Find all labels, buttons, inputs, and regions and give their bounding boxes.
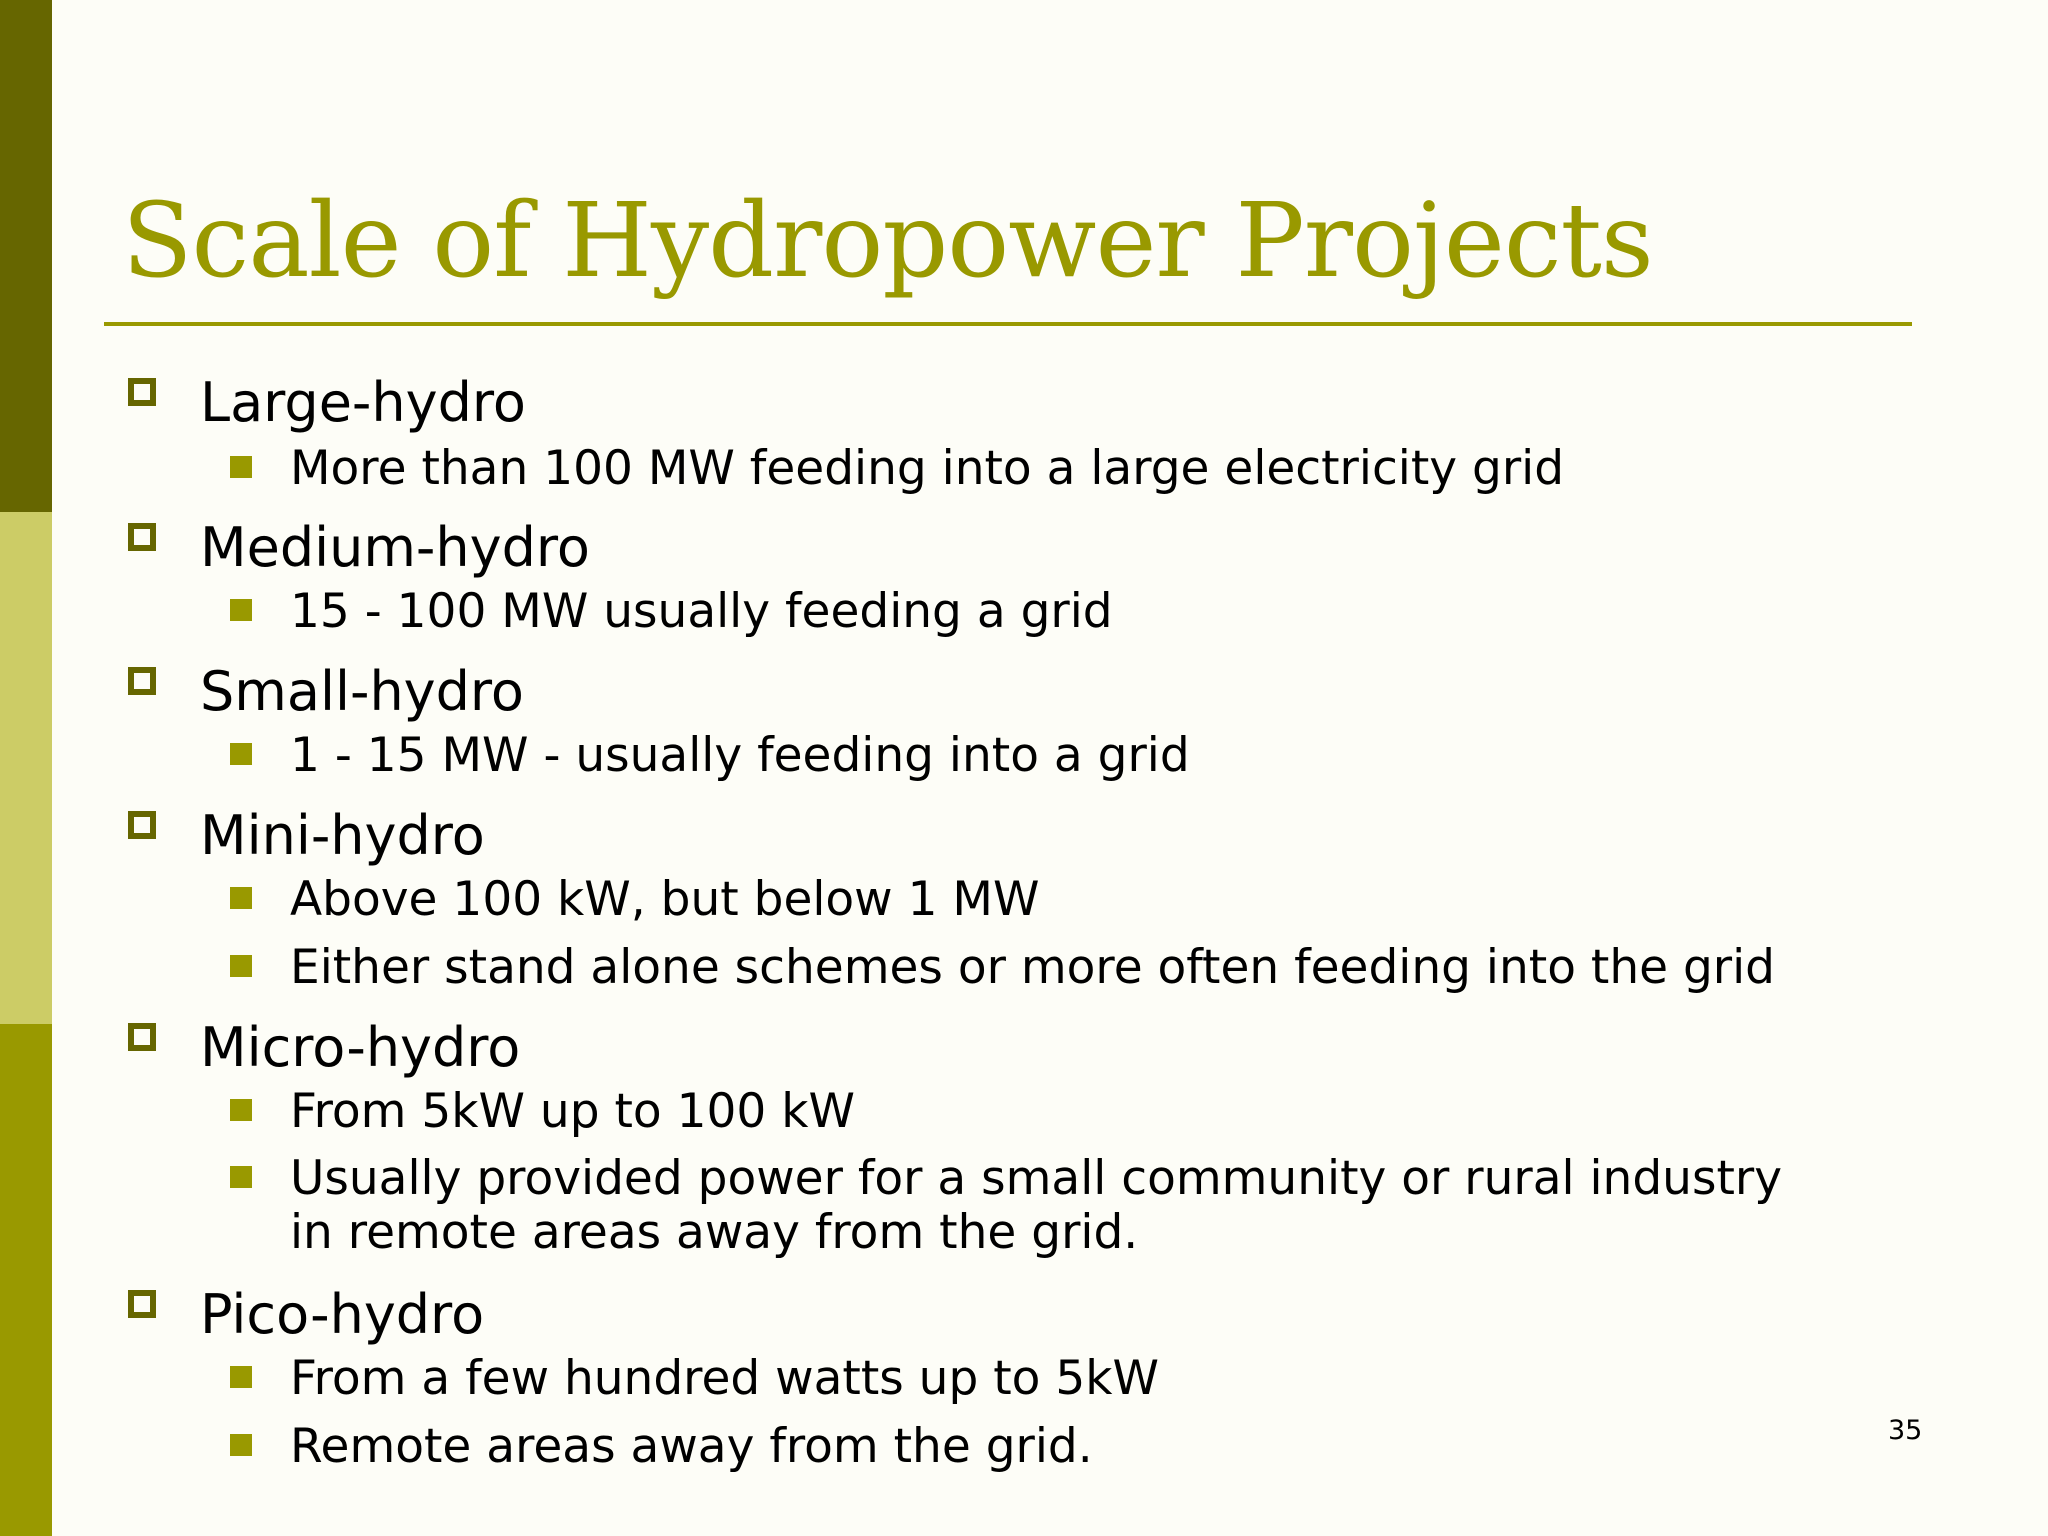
section-item: 1 - 15 MW - usually feeding into a grid — [290, 728, 1190, 783]
hollow-square-bullet-icon — [128, 523, 156, 551]
section-item: From a few hundred watts up to 5kW — [290, 1351, 1159, 1406]
section-item: Either stand alone schemes or more often feeding into the grid — [290, 940, 1776, 995]
square-bullet-icon — [230, 1434, 252, 1456]
square-bullet-icon — [230, 1099, 252, 1121]
section-heading-large-hydro: Large-hydro — [200, 371, 526, 434]
section-item: Usually provided power for a small community or rural industry — [290, 1151, 1783, 1206]
section-heading-pico-hydro: Pico-hydro — [200, 1283, 485, 1346]
section-heading-mini-hydro: Mini-hydro — [200, 804, 485, 867]
hollow-square-bullet-icon — [128, 1290, 156, 1318]
section-item: More than 100 MW feeding into a large electricity grid — [290, 441, 1565, 496]
hollow-square-bullet-icon — [128, 811, 156, 839]
section-heading-micro-hydro: Micro-hydro — [200, 1016, 521, 1079]
section-heading-small-hydro: Small-hydro — [200, 660, 524, 723]
hollow-square-bullet-icon — [128, 667, 156, 695]
page-number: 35 — [1888, 1415, 1923, 1446]
section-heading-medium-hydro: Medium-hydro — [200, 516, 590, 579]
section-item: Above 100 kW, but below 1 MW — [290, 872, 1040, 927]
section-item: 15 - 100 MW usually feeding a grid — [290, 584, 1113, 639]
square-bullet-icon — [230, 955, 252, 977]
square-bullet-icon — [230, 1366, 252, 1388]
hollow-square-bullet-icon — [128, 378, 156, 406]
square-bullet-icon — [230, 456, 252, 478]
section-item: Remote areas away from the grid. — [290, 1419, 1093, 1474]
section-item-continuation: in remote areas away from the grid. — [290, 1205, 1139, 1260]
square-bullet-icon — [230, 599, 252, 621]
hollow-square-bullet-icon — [128, 1023, 156, 1051]
square-bullet-icon — [230, 887, 252, 909]
section-item: From 5kW up to 100 kW — [290, 1084, 855, 1139]
square-bullet-icon — [230, 1166, 252, 1188]
square-bullet-icon — [230, 743, 252, 765]
slide-title: Scale of Hydropower Projects — [122, 181, 1653, 301]
